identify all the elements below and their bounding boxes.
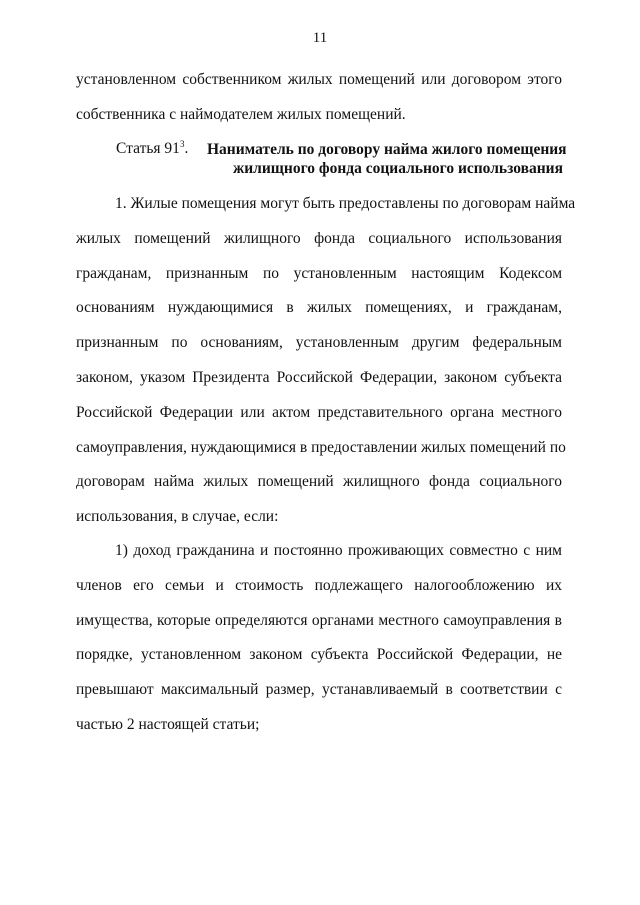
text-line: Российской Федерации или актом представительного органа местного xyxy=(76,403,562,421)
text-line: членов его семьи и стоимость подлежащего налогообложению их xyxy=(76,576,562,594)
text-line: законом, указом Президента Российской Федерации, законом субъекта xyxy=(76,368,562,386)
continuation-paragraph xyxy=(76,70,562,140)
article-title-line: Наниматель по договору найма жилого помещения xyxy=(207,141,567,158)
text-line: основаниям нуждающимися в жилых помещениях, и гражданам, xyxy=(76,299,562,317)
text-line: превышают максимальный размер, устанавливаемый в соответствии с xyxy=(76,681,562,699)
text-line: установленном собственником жилых помещений или договором этого xyxy=(76,71,562,88)
item-1 xyxy=(76,541,562,750)
paragraph-1 xyxy=(76,194,576,542)
text-line: договорам найма жилых помещений жилищного фонда социального xyxy=(76,473,562,491)
text-line: порядке, установленном законом субъекта Российской Федерации, не xyxy=(76,646,562,664)
article-title xyxy=(207,140,567,178)
text-line: 1. Жилые помещения могут быть предоставлены по договорам найма xyxy=(115,195,576,212)
text-line: имущества, которые определяются органами местного самоуправления в xyxy=(76,611,562,629)
text-line: собственника с наймодателем жилых помещений. xyxy=(76,105,406,123)
text-line: частью 2 настоящей статьи; xyxy=(76,715,260,733)
text-line: признанным по основаниям, установленным другим федеральным xyxy=(76,334,562,352)
text-line: самоуправления, нуждающимися в предоставлении жилых помещений по xyxy=(76,438,566,456)
article-superscript: 3 xyxy=(179,139,185,149)
article-number: Статья $91^3$. xyxy=(116,139,189,157)
text-line: 1) доход гражданина и постоянно проживающих совместно с ним xyxy=(115,542,562,559)
text-line: гражданам, признанным по установленным настоящим Кодексом xyxy=(76,264,562,282)
page-number: 11 xyxy=(312,30,328,46)
article-title-line: жилищного фонда социального использования xyxy=(233,160,563,177)
text-line: использования, в случае, если: xyxy=(76,508,279,526)
text-line: жилых помещений жилищного фонда социального использования xyxy=(76,229,562,247)
